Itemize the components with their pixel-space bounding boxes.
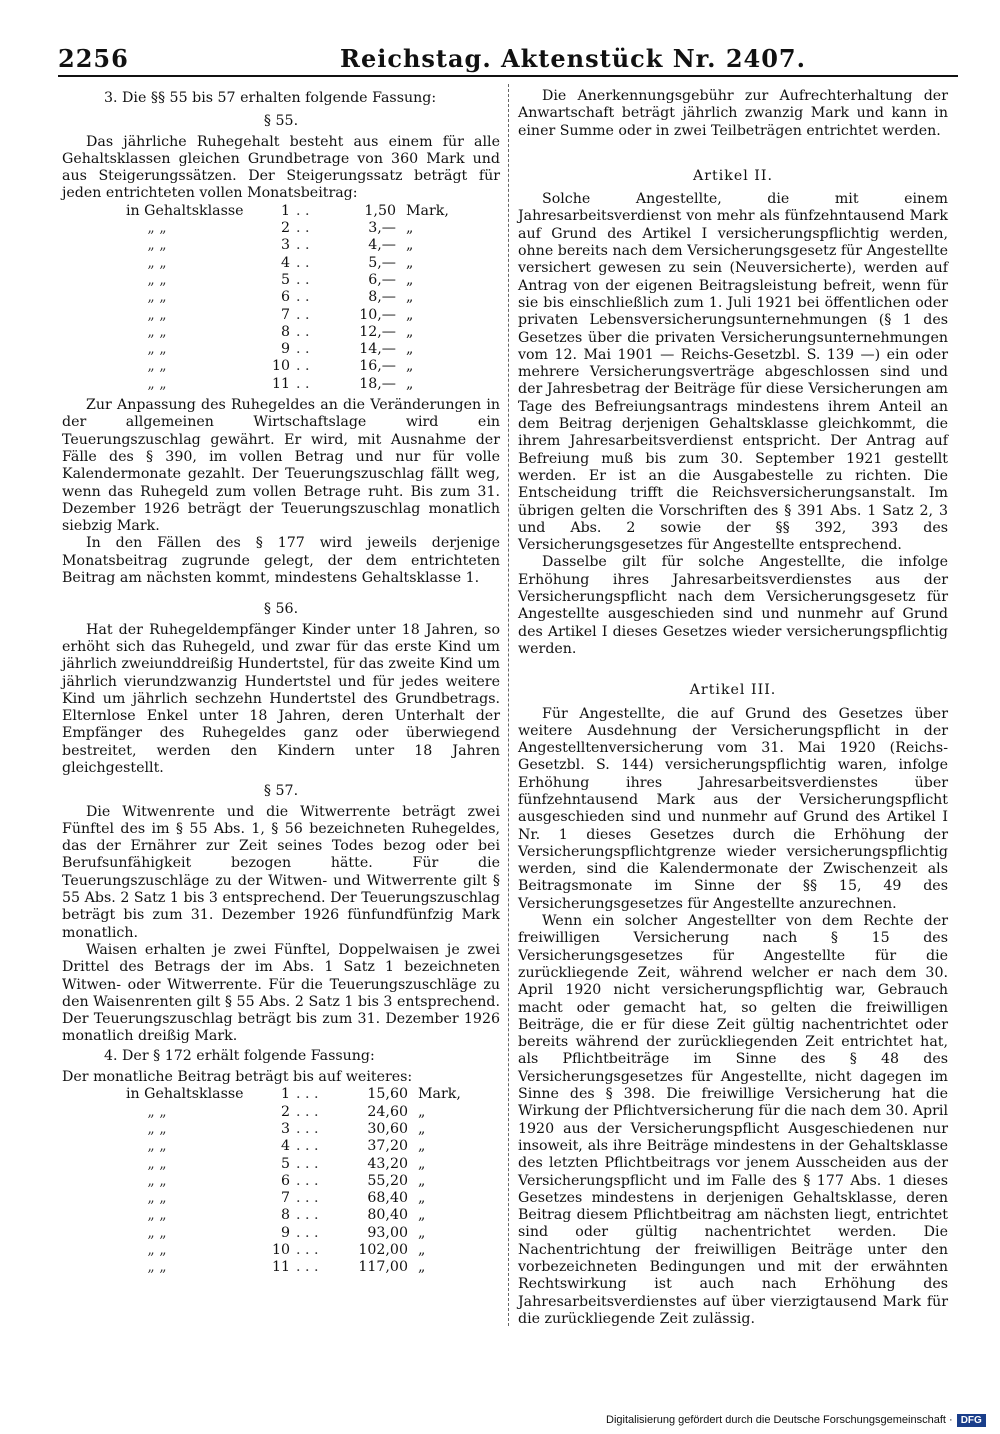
class-number: 11 — [271, 375, 290, 392]
unit: „ — [418, 1242, 426, 1258]
ditto-mark-text: „ „ — [147, 358, 167, 375]
class-number: 2 — [280, 220, 290, 237]
leader-dots: . . . — [296, 1242, 319, 1258]
article-2-para-1: Solche Angestellte, die mit einem Jahresarbeitsverdienst von mehr als fünfzehntausend Mark auf Grund des Artikel I versicherungspflichtig werden, ohne bereits nach dem Versicherungsgesetz für Angestellte versichert gewesen zu sein (Neuversicherte), werden auf Antrag von der eigenen Beitragsleistung befreit, wenn für sie bis einschließlich zum 1. Juli 1921 bei öffentlichen oder privaten Lebensversicherungsunternehmungen (§ 1 des Gesetzes über die privaten Versicherungsunternehmungen vom 12. Mai 1901 — Reichs-Gesetzbl. S. 139 —) ein oder mehrere Versicherungsverträge abgeschlossen sind und der Jahresbetrag der Beiträge für diese Versicherungen am Tage des Befreiungsantrags mindestens ihrem Anteil an dem Beitrag derjenigen Gehaltsklasse gleichkommt, die ihrem Jahresarbeitsverdienst entspricht. Der Antrag auf Befreiung muß bis zum 30. September 1921 gestellt werden. Er ist an die Ausgabestelle zu richten. Die Entscheidung trifft die Reichsversicherungsanstalt. Im übrigen gelten die Vorschriften des § 391 Abs. 1 Satz 2, 3 und Abs. 2 sowie der §§ 392, 393 des Versicherungsgesetzes für Angestellte entsprechend. — [518, 191, 948, 554]
table-row — [126, 376, 449, 393]
class-label: in Gehaltsklasse — [126, 202, 244, 219]
table-row — [126, 1207, 461, 1224]
ditto-mark — [126, 272, 266, 289]
ditto-mark — [126, 1121, 266, 1138]
ditto-mark — [126, 1225, 266, 1242]
class-number: 7 — [280, 306, 290, 323]
ditto-mark — [126, 237, 266, 254]
class-number: 8 — [280, 1207, 290, 1224]
unit: „ — [418, 1172, 426, 1189]
section-57-para-1: Die Witwenrente und die Witwerrente beträgt zwei Fünftel des im § 55 Abs. 1, § 56 bezeichneten Ruhegeldes, das der Ernährer zur Zeit seines Todes bezog oder bei Berufsunfähigkeit bezogen hätte. Für die Teuerungszuschläge zu der Witwen- und Witwerrente gilt § 55 Abs. 2 Satz 1 bis 3 entsprechend. Der Teuerungszuschlag beträgt bis zum 31. Dezember 1926 fünfundfünfzig Mark monatlich. — [62, 803, 500, 941]
leader-dots: . . . — [296, 1207, 319, 1224]
leader-dots: . . — [296, 271, 310, 288]
ditto-mark — [126, 1104, 266, 1121]
amount: 8,— — [368, 289, 396, 306]
ditto-mark-text: „ „ — [147, 237, 167, 254]
ditto-mark — [126, 376, 266, 393]
leader-dots: . . . — [296, 1103, 319, 1120]
amount: 16,— — [359, 358, 396, 375]
class-number: 5 — [280, 271, 290, 288]
leader-dots: . . . — [296, 1138, 319, 1155]
monthly-contribution-table — [126, 1086, 461, 1276]
table-row — [126, 1121, 461, 1138]
article-3-para-1: Für Angestellte, die auf Grund des Gesetzes über weitere Ausdehnung der Versicherungspflicht in der Angestelltenversicherung vom 31. Mai 1920 (Reichs-Gesetzbl. S. 144) versicherungspflichtig waren, infolge Erhöhung ihres Jahresarbeitsverdienstes über fünfzehntausend Mark aus der Versicherungspflicht ausgeschieden sind und nunmehr auf Grund des Artikel I Nr. 1 dieses Gesetzes durch die Erhöhung der Versicherungspflichtgrenze wieder versicherungspflichtig werden, sind die Kalendermonate der Zwischenzeit als Beitragsmonate im Sinne der §§ 15, 49 des Versicherungsgesetzes für Angestellte anzurechnen. — [518, 705, 948, 912]
unit: „ — [418, 1155, 426, 1172]
class-number: 10 — [271, 358, 290, 375]
ditto-mark-text: „ „ — [147, 306, 167, 323]
ditto-mark-text: „ „ — [147, 1138, 167, 1155]
table-row — [126, 1104, 461, 1121]
table-row — [126, 1138, 461, 1155]
amount: 6,— — [368, 271, 396, 288]
table-row — [126, 1259, 461, 1276]
footer-credit — [606, 1414, 986, 1427]
leader-dots: . . . — [296, 1224, 319, 1241]
section-57-para-2: Waisen erhalten je zwei Fünftel, Doppelwaisen je zwei Drittel des Betrags der im Abs. 1 Satz 1 bezeichneten Witwen- oder Witwerrente. Für die Teuerungszuschläge zu den Waisenrenten gilt § 55 Abs. 2 Satz 1 bis 3 entsprechend. Der Teuerungszuschlag beträgt bis zum 31. Dezember 1926 monatlich dreißig Mark. — [62, 941, 500, 1045]
dfg-logo: DFG — [957, 1414, 986, 1427]
ditto-mark-text: „ „ — [147, 1207, 167, 1224]
unit: „ — [418, 1207, 426, 1224]
unit: „ — [406, 289, 414, 306]
amount: 68,40 — [367, 1190, 408, 1207]
unit: „ — [406, 358, 414, 375]
table-row — [126, 1086, 461, 1103]
ditto-mark-text: „ „ — [147, 1190, 167, 1207]
amount: 55,20 — [367, 1172, 408, 1189]
article-3-heading: Artikel III. — [689, 682, 777, 699]
class-number: 4 — [280, 1138, 290, 1155]
ditto-mark — [126, 358, 266, 375]
column-divider — [508, 84, 509, 1326]
unit: „ — [418, 1224, 426, 1241]
ditto-mark-text: „ „ — [147, 1120, 167, 1137]
class-number: 9 — [280, 1224, 290, 1241]
table-row — [126, 1190, 461, 1207]
class-number: 3 — [280, 237, 290, 254]
table-row — [126, 341, 449, 358]
page-number: 2256 — [58, 44, 129, 73]
unit: „ — [406, 220, 414, 237]
amount: 10,— — [359, 306, 396, 323]
ditto-mark — [126, 1259, 266, 1276]
section-57-heading: § 57. — [263, 783, 299, 800]
ditto-mark-text: „ „ — [147, 1242, 167, 1258]
class-number: 8 — [280, 323, 290, 340]
unit: Mark, — [406, 202, 449, 219]
unit: „ — [406, 271, 414, 288]
ditto-mark — [126, 341, 266, 358]
class-number: 6 — [280, 289, 290, 306]
section-55-para-3: In den Fällen des § 177 wird jeweils derjenige Monatsbeitrag zugrunde gelegt, der dem entrichteten Beitrag am nächsten kommt, mindestens Gehaltsklasse 1. — [62, 535, 500, 587]
ditto-mark — [126, 307, 266, 324]
article-2-heading: Artikel II. — [692, 167, 774, 184]
ditto-mark-text: „ „ — [147, 323, 167, 340]
table-row — [126, 255, 449, 272]
leader-dots: . . — [296, 254, 310, 271]
class-label: in Gehaltsklasse — [126, 1086, 244, 1103]
class-number: 5 — [280, 1155, 290, 1172]
unit: „ — [406, 254, 414, 271]
amount: 37,20 — [367, 1138, 408, 1155]
unit: „ — [406, 341, 414, 358]
amount: 102,00 — [358, 1242, 408, 1258]
amount: 18,— — [359, 375, 396, 392]
section-55-heading: § 55. — [263, 113, 299, 130]
table-row — [126, 307, 449, 324]
table-row — [126, 1173, 461, 1190]
leader-dots: . . — [296, 358, 310, 375]
leader-dots: . . . — [296, 1259, 319, 1276]
amount: 14,— — [359, 341, 396, 358]
class-number: 4 — [280, 254, 290, 271]
ditto-mark-text: „ „ — [147, 271, 167, 288]
increment-rates-table — [126, 203, 449, 393]
leader-dots: . . — [296, 306, 310, 323]
amount: 12,— — [359, 323, 396, 340]
class-number: 3 — [280, 1120, 290, 1137]
amount: 93,00 — [367, 1224, 408, 1241]
ditto-mark — [126, 324, 266, 341]
ditto-mark-text: „ „ — [147, 254, 167, 271]
ditto-mark — [126, 1207, 266, 1224]
unit: Mark, — [418, 1086, 461, 1103]
unit: „ — [406, 237, 414, 254]
table-row — [126, 220, 449, 237]
ditto-mark — [126, 220, 266, 237]
class-number: 11 — [271, 1259, 290, 1276]
item-4-intro: 4. Der § 172 erhält folgende Fassung: — [104, 1047, 375, 1064]
article-3-para-2: Wenn ein solcher Angestellter von dem Rechte der freiwilligen Versicherung nach § 15 des Versicherungsgesetzes für Angestellte für die zurückliegende Zeit, während welcher er nach dem 30. April 1920 nicht versicherungspflichtig war, Gebrauch macht oder gemacht hat, so gelten die freiwilligen Beiträge, die er für diese Zeit gültig nachentrichtet oder bereits während der zurückliegenden Zeit entrichtet hat, als Pflichtbeiträge im Sinne des § 48 des Versicherungsgesetzes für Angestellte, nicht dagegen im Sinne des § 398. Die freiwillige Versicherung hat die Wirkung der Pflichtversicherung für die nach dem 30. April 1920 aus der Versicherungspflicht Ausgeschiedenen nur insoweit, als ihre Beiträge mindestens in der Gehaltsklasse des letzten Pflichtbeitrags vor jenem Ausscheiden aus der Versicherungspflicht und im Falle des § 177 Abs. 1 dieses Gesetzes mindestens in derjenigen Gehaltsklasse, deren Beitrag diesem Pflichtbeitrag am nächsten liegt, entrichtet sind oder gültig nachentrichtet werden. Die Nachentrichtung der freiwilligen Beiträge unter den vorbezeichneten Bedingungen und mit der erwähnten Rechtswirkung ist auch nach Erhöhung des Jahresarbeitsverdienstes auf über vierzigtausend Mark für die zurückliegende Zeit zulässig. — [518, 913, 948, 1327]
section-55-para-2: Zur Anpassung des Ruhegeldes an die Veränderungen in der allgemeinen Wirtschaftslage wird ein Teuerungszuschlag gewährt. Er wird, mit Ausnahme der Fälle des § 390, im vollen Betrag und nur für volle Kalendermonate gezahlt. Der Teuerungszuschlag fällt weg, wenn das Ruhegeld zum vollen Betrage ruht. Bis zum 31. Dezember 1926 beträgt der Teuerungszuschlag monatlich siebzig Mark. — [62, 397, 500, 535]
amount: 1,50 — [364, 202, 396, 219]
class-number: 7 — [280, 1190, 290, 1207]
ditto-mark — [126, 289, 266, 306]
class-number: 10 — [271, 1242, 290, 1258]
table-row — [126, 203, 449, 220]
leader-dots: . . — [296, 323, 310, 340]
page-header-title: Reichstag. Aktenstück Nr. 2407. — [340, 44, 806, 73]
amount: 4,— — [368, 237, 396, 254]
leader-dots: . . . — [296, 1190, 319, 1207]
ditto-mark — [126, 1156, 266, 1173]
leader-dots: . . . — [296, 1155, 319, 1172]
leader-dots: . . — [296, 341, 310, 358]
leader-dots: . . . — [296, 1172, 319, 1189]
leader-dots: . . — [296, 220, 310, 237]
unit: „ — [406, 375, 414, 392]
unit: „ — [406, 323, 414, 340]
leader-dots: . . — [296, 289, 310, 306]
table-row — [126, 237, 449, 254]
leader-dots: . . — [296, 375, 310, 392]
ditto-mark-text: „ „ — [147, 1259, 167, 1276]
class-number: 9 — [280, 341, 290, 358]
unit: „ — [418, 1120, 426, 1137]
amount: 43,20 — [367, 1155, 408, 1172]
class-number: 1 — [280, 1086, 290, 1103]
table-row — [126, 272, 449, 289]
amount: 30,60 — [367, 1120, 408, 1137]
item-3-intro: 3. Die §§ 55 bis 57 erhalten folgende Fassung: — [104, 90, 437, 106]
leader-dots: . . — [296, 202, 310, 219]
unit: „ — [418, 1103, 426, 1120]
amount: 15,60 — [367, 1086, 408, 1103]
ditto-mark — [126, 1173, 266, 1190]
unit: „ — [406, 306, 414, 323]
leader-dots: . . . — [296, 1120, 319, 1137]
table-row — [126, 358, 449, 375]
ditto-mark-text: „ „ — [147, 341, 167, 358]
table-row — [126, 1242, 461, 1259]
ditto-mark-text: „ „ — [147, 1224, 167, 1241]
amount: 117,00 — [358, 1259, 408, 1276]
leader-dots: . . — [296, 237, 310, 254]
ditto-mark-text: „ „ — [147, 1155, 167, 1172]
unit: „ — [418, 1138, 426, 1155]
ditto-mark — [126, 1242, 266, 1259]
ditto-mark-text: „ „ — [147, 289, 167, 306]
unit: „ — [418, 1190, 426, 1207]
header-rule — [58, 75, 958, 77]
item-4-para: Der monatliche Beitrag beträgt bis auf weiteres: — [62, 1069, 413, 1086]
section-56-heading: § 56. — [263, 601, 299, 618]
class-number: 2 — [280, 1103, 290, 1120]
table-row — [126, 324, 449, 341]
article-2-para-2: Dasselbe gilt für solche Angestellte, die infolge Erhöhung ihres Jahresarbeitsverdienstes aus der Versicherungspflicht nach dem Versicherungsgesetz für Angestellte ausgeschieden sind und nunmehr auf Grund des Artikel I dieses Gesetzes wieder versicherungspflichtig werden. — [518, 554, 948, 657]
unit: „ — [418, 1259, 426, 1276]
ditto-mark-text: „ „ — [147, 375, 167, 392]
amount: 24,60 — [367, 1103, 408, 1120]
class-number: 6 — [280, 1172, 290, 1189]
section-56-para-1: Hat der Ruhegeldempfänger Kinder unter 18 Jahren, so erhöht sich das Ruhegeld, und zwar für das erste Kind um jährlich zweiunddreißig Hundertstel, für das zweite Kind um jährlich vierundzwanzig Hundertstel und für jedes weitere Kind um jährlich sechzehn Hundertstel des Grundbetrags. Elternlose Enkel unter 18 Jahren, deren Unterhalt der Empfänger des Ruhegeldes ganz oder überwiegend bestreitet, werden den Kindern unter 18 Jahren gleichgestellt. — [62, 621, 500, 776]
amount: 80,40 — [367, 1207, 408, 1224]
table-row — [126, 289, 449, 306]
right-column — [518, 88, 948, 1328]
left-column — [62, 88, 500, 1281]
table-row — [126, 1225, 461, 1242]
ditto-mark — [126, 1190, 266, 1207]
amount: 5,— — [368, 254, 396, 271]
ditto-mark — [126, 255, 266, 272]
footer-text: Digitalisierung gefördert durch die Deutsche Forschungsgemeinschaft · — [606, 1414, 953, 1426]
class-number: 1 — [280, 202, 290, 219]
ditto-mark-text: „ „ — [147, 1103, 167, 1120]
ditto-mark — [126, 1138, 266, 1155]
table-row — [126, 1156, 461, 1173]
leader-dots: . . . — [296, 1086, 319, 1103]
amount: 3,— — [368, 220, 396, 237]
right-para-top: Die Anerkennungsgebühr zur Aufrechterhaltung der Anwartschaft beträgt jährlich zwanzig Mark und kann in einer Summe oder in zwei Teilbeträgen entrichtet werden. — [518, 88, 948, 139]
section-55-para-1: Das jährliche Ruhegehalt besteht aus einem für alle Gehaltsklassen gleichen Grundbetrage von 360 Mark und aus Steigerungssätzen. Der Steigerungssatz beträgt für jeden entrichteten vollen Monatsbeitrag: — [62, 133, 500, 202]
ditto-mark-text: „ „ — [147, 220, 167, 237]
ditto-mark-text: „ „ — [147, 1172, 167, 1189]
